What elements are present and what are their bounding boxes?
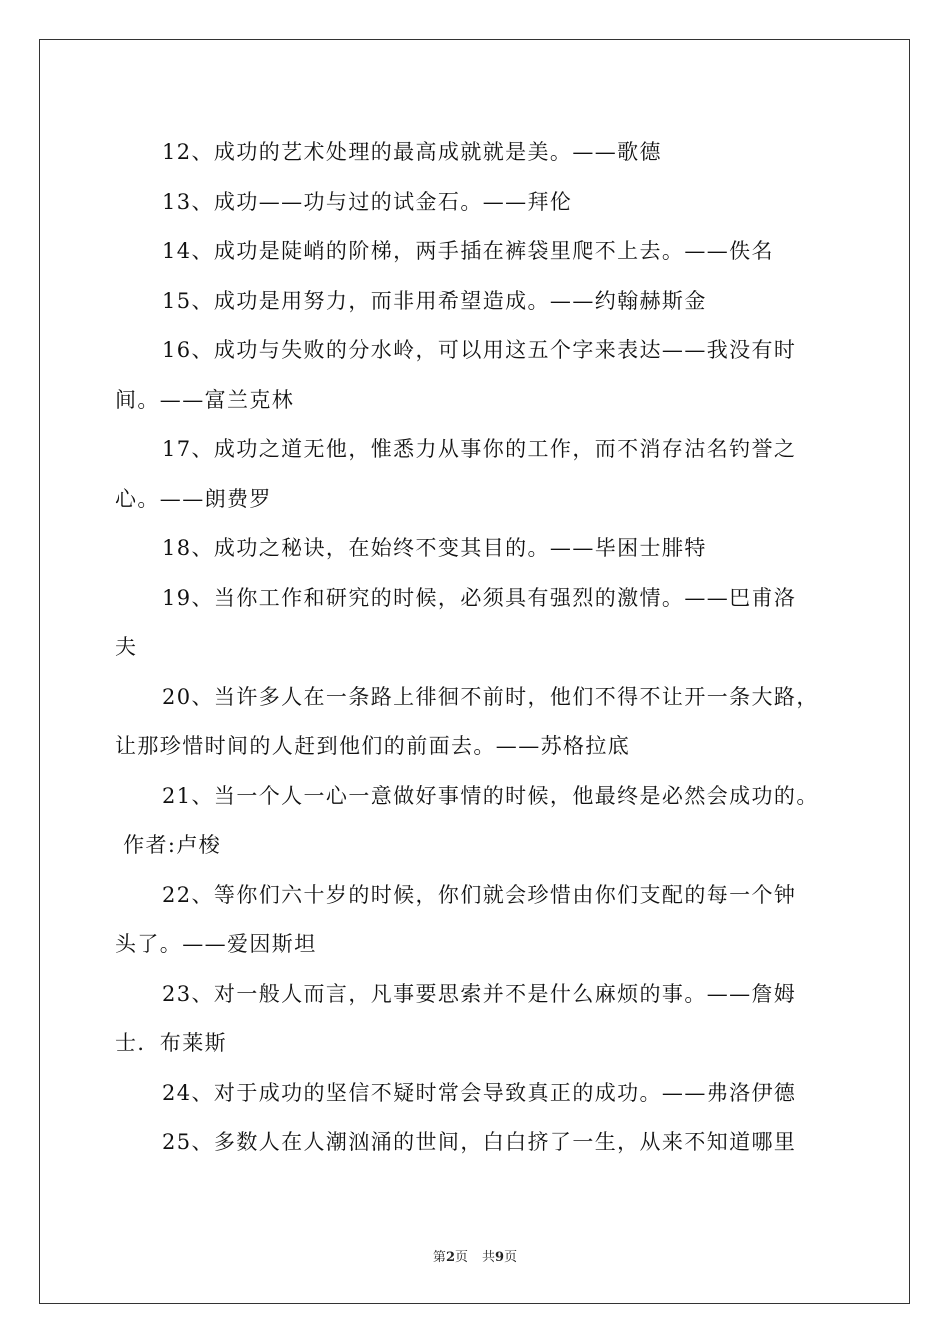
quote-line-continuation: 头了。——爱因斯坦: [115, 932, 317, 956]
quote-line: 21、当一个人一心一意做好事情的时候，他最终是必然会成功的。: [162, 783, 819, 808]
quote-line: 12、成功的艺术处理的最高成就就是美。——歌德: [162, 140, 662, 164]
quote-line: 20、当许多人在一条路上徘徊不前时，他们不得不让开一条大路，: [162, 684, 819, 709]
document-body: [115, 128, 855, 1168]
quote-line-continuation: 让那珍惜时间的人赶到他们的前面去。——苏格拉底: [115, 734, 631, 758]
quote-line: 13、成功——功与过的试金石。——拜伦: [162, 189, 573, 214]
quote-line: 22、等你们六十岁的时候，你们就会珍惜由你们支配的每一个钟: [162, 882, 797, 907]
quote-line: 16、成功与失败的分水岭，可以用这五个字来表达——我没有时: [162, 338, 797, 362]
quote-line-continuation: 士．布莱斯: [115, 1031, 227, 1055]
total-suffix: 页: [504, 1250, 518, 1265]
quote-line-continuation: 作者:卢梭: [115, 833, 222, 857]
quote-line: 17、成功之道无他，惟悉力从事你的工作，而不消存沽名钓誉之: [162, 437, 797, 461]
quote-line: 19、当你工作和研究的时候，必须具有强烈的激情。——巴甫洛: [162, 585, 797, 610]
page-suffix: 页: [454, 1250, 468, 1265]
quote-line: 14、成功是陡峭的阶梯，两手插在裤袋里爬不上去。——佚名: [162, 239, 774, 263]
quote-line: 15、成功是用努力，而非用希望造成。——约翰赫斯金: [162, 288, 707, 313]
page-footer: [0, 1246, 950, 1265]
quote-line: 23、对一般人而言，凡事要思索并不是什么麻烦的事。——詹姆: [162, 981, 797, 1006]
quote-line-continuation: 夫: [115, 635, 138, 659]
quote-line-continuation: 间。——富兰克林: [115, 387, 295, 412]
quote-line: 25、多数人在人潮汹涌的世间，白白挤了一生，从来不知道哪里: [162, 1130, 797, 1154]
total-prefix: 共: [482, 1250, 496, 1265]
quote-line-continuation: 心。——朗费罗: [115, 486, 272, 511]
page-current: 2: [445, 1250, 455, 1265]
page-total: 9: [495, 1250, 505, 1265]
quote-line: 24、对于成功的坚信不疑时常会导致真正的成功。——弗洛伊德: [162, 1080, 797, 1105]
page-prefix: 第: [432, 1250, 446, 1265]
quote-line: 18、成功之秘诀，在始终不变其目的。——毕困士腓特: [162, 536, 707, 560]
